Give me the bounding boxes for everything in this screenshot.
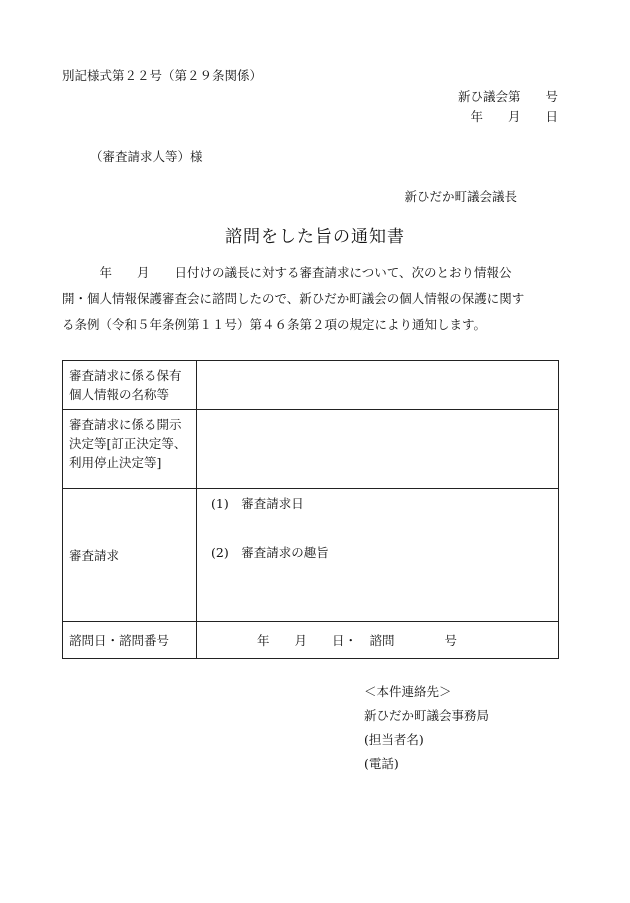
personal-info-name-value — [197, 361, 559, 410]
form-number: 別記様式第２２号（第２９条関係） — [62, 68, 263, 83]
document-date: 年 月 日 — [470, 109, 558, 124]
contact-person: (担当者名) — [364, 732, 424, 747]
consultation-label: 諮問日・諮問番号 — [63, 622, 197, 659]
review-request-purpose-item: (2) 審査請求の趣旨 — [211, 545, 329, 560]
body-line-2: 開・個人情報保護審査会に諮問したので、新ひだか町議会の個人情報の保護に関す — [62, 291, 525, 306]
personal-info-name-label: 審査請求に係る保有個人情報の名称等 — [63, 361, 197, 410]
recipient: （審査請求人等）様 — [90, 149, 203, 164]
notice-table — [62, 360, 559, 659]
review-request-label: 審査請求 — [63, 489, 197, 622]
contact-office: 新ひだか町議会事務局 — [364, 708, 490, 723]
review-request-value — [197, 489, 559, 622]
contact-phone: (電話) — [364, 756, 399, 771]
notice-body — [62, 260, 562, 338]
consultation-value: 年 月 日・ 諮問 号 — [197, 622, 559, 659]
disclosure-decision-value — [197, 410, 559, 489]
table-row — [63, 622, 559, 659]
review-request-date-item: (1) 審査請求日 — [211, 496, 304, 511]
document-number: 新ひ議会第 号 — [457, 89, 558, 104]
table-row — [63, 361, 559, 410]
table-row — [63, 410, 559, 489]
body-line-3: る条例（令和５年条例第１１号）第４６条第２項の規定により通知します。 — [62, 317, 487, 332]
body-line-1: 年 月 日付けの議長に対する審査請求について、次のとおり情報公 — [62, 265, 512, 280]
disclosure-decision-label: 審査請求に係る開示決定等[訂正決定等、利用停止決定等] — [63, 410, 197, 489]
page-title: 諮問をした旨の通知書 — [225, 227, 405, 247]
table-row — [63, 489, 559, 622]
contact-info — [364, 680, 489, 776]
contact-heading: ＜本件連絡先＞ — [364, 684, 452, 699]
sender: 新ひだか町議会議長 — [404, 189, 517, 204]
